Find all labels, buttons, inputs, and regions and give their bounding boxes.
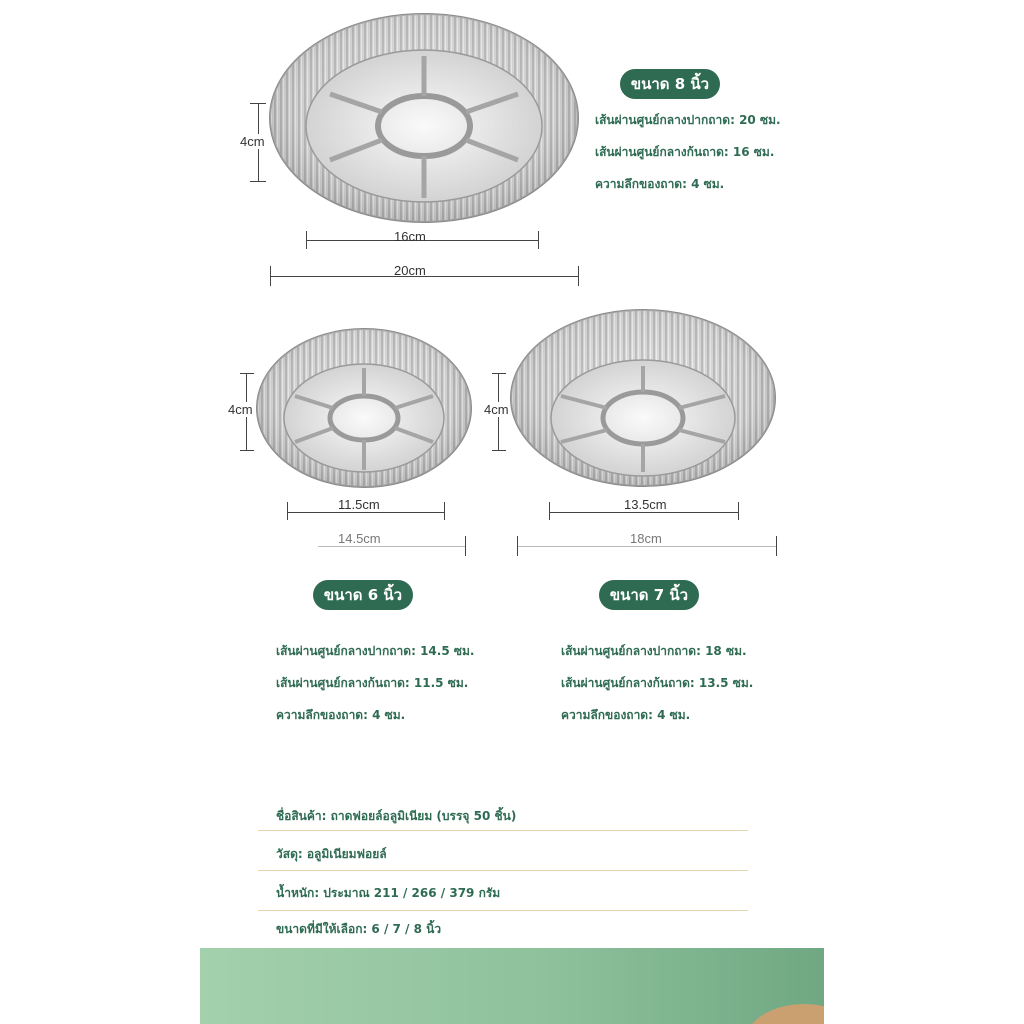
- depth-label-8: 4cm: [240, 134, 265, 149]
- top-dim-tick-right-6: [465, 536, 466, 556]
- divider: [258, 910, 748, 911]
- depth-tick-bottom-8: [250, 181, 266, 182]
- spec-8-top-diameter: เส้นผ่านศูนย์กลางปากถาด: 20 ซม.: [595, 113, 781, 127]
- bottom-dim-line-6: [287, 512, 444, 513]
- top-dim-line-6: [318, 546, 465, 547]
- spec-7-bottom-diameter: เส้นผ่านศูนย์กลางก้นถาด: 13.5 ซม.: [561, 676, 754, 690]
- bottom-banner: [200, 948, 824, 1024]
- bottom-dim-tick-left-8: [306, 231, 307, 249]
- tray-6-inch-image: [255, 326, 473, 491]
- depth-label-6: 4cm: [228, 402, 253, 417]
- bottom-dim-tick-left-6: [287, 502, 288, 520]
- tray-7-inch-image: [509, 306, 777, 492]
- depth-label-7: 4cm: [484, 402, 509, 417]
- spec-7-top-diameter: เส้นผ่านศูนย์กลางปากถาด: 18 ซม.: [561, 644, 747, 658]
- spec-8-depth: ความลึกของถาด: 4 ซม.: [595, 177, 725, 191]
- size-badge-8: ขนาด 8 นิ้ว: [620, 69, 720, 99]
- bottom-label-7: 13.5cm: [624, 497, 667, 512]
- depth-tick-bottom-6: [240, 450, 254, 451]
- divider: [258, 830, 748, 831]
- bottom-dim-tick-right-6: [444, 502, 445, 520]
- product-material: วัสดุ: อลูมิเนียมฟอยล์: [276, 847, 387, 861]
- size-badge-6: ขนาด 6 นิ้ว: [313, 580, 413, 610]
- spec-6-depth: ความลึกของถาด: 4 ซม.: [276, 708, 406, 722]
- bottom-label-6: 11.5cm: [338, 497, 380, 512]
- spec-6-top-diameter: เส้นผ่านศูนย์กลางปากถาด: 14.5 ซม.: [276, 644, 475, 658]
- product-available-sizes: ขนาดที่มีให้เลือก: 6 / 7 / 8 นิ้ว: [276, 922, 442, 936]
- spec-8-bottom-diameter: เส้นผ่านศูนย์กลางก้นถาด: 16 ซม.: [595, 145, 775, 159]
- depth-tick-top-8: [250, 103, 266, 104]
- spec-7-depth: ความลึกของถาด: 4 ซม.: [561, 708, 691, 722]
- bottom-dim-tick-right-8: [538, 231, 539, 249]
- depth-tick-top-6: [240, 373, 254, 374]
- size-badge-7: ขนาด 7 นิ้ว: [599, 580, 699, 610]
- top-dim-tick-right-7: [776, 536, 777, 556]
- divider: [258, 870, 748, 871]
- top-dim-tick-right-8: [578, 266, 579, 286]
- top-label-8: 20cm: [394, 263, 426, 278]
- top-label-6: 14.5cm: [338, 531, 381, 546]
- product-weight: น้ำหนัก: ประมาณ 211 / 266 / 379 กรัม: [276, 886, 501, 900]
- product-name: ชื่อสินค้า: ถาดฟอยล์อลูมิเนียม (บรรจุ 50 ชิ้น): [276, 809, 517, 823]
- banner-wood-accent: [744, 1004, 824, 1024]
- bottom-label-8: 16cm: [394, 229, 426, 244]
- bottom-dim-tick-left-7: [549, 502, 550, 520]
- bottom-dim-line-7: [549, 512, 738, 513]
- top-label-7: 18cm: [630, 531, 662, 546]
- top-dim-line-7: [517, 546, 776, 547]
- tray-8-inch-image: [268, 8, 580, 233]
- depth-tick-bottom-7: [492, 450, 506, 451]
- spec-6-bottom-diameter: เส้นผ่านศูนย์กลางก้นถาด: 11.5 ซม.: [276, 676, 469, 690]
- top-dim-tick-left-8: [270, 266, 271, 286]
- depth-tick-top-7: [492, 373, 506, 374]
- bottom-dim-tick-right-7: [738, 502, 739, 520]
- top-dim-tick-left-7: [517, 536, 518, 556]
